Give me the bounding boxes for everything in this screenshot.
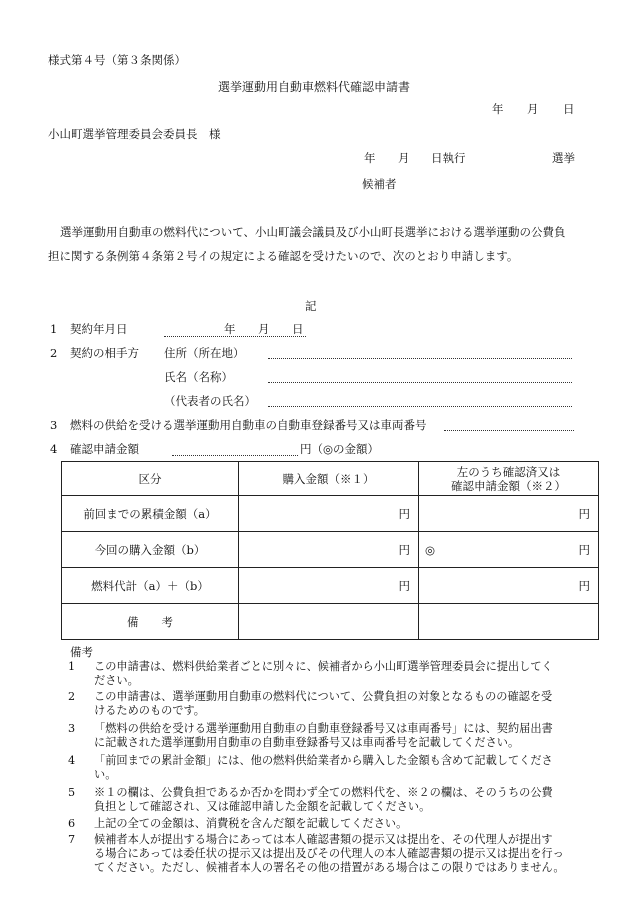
item4-label: 確認申請金額 (70, 442, 139, 456)
note-text: 「燃料の供給を受ける選挙運動用自動車の自動車登録番号又は車両番号」には、契約届出書 (94, 722, 553, 735)
item3-number: 3 (50, 418, 58, 432)
yen-unit: 円 (578, 506, 590, 521)
note-text: ※１の欄は、公費負担であるか否かを問わず全ての燃料代を、※２の欄は、そのうちの公費 (94, 786, 553, 799)
table-row (62, 496, 599, 532)
note-text: てください。ただし、候補者本人の署名その他の措置がある場合はこの限りではありません。 (94, 861, 565, 874)
note-text: 「前回までの累計金額」には、他の燃料供給業者から購入した金額も含めて記載してくださ (94, 754, 553, 767)
note-text: ださい。 (94, 674, 139, 687)
note-number: 4 (68, 754, 76, 767)
contract-date-line[interactable] (164, 336, 306, 337)
note-text: に記載された選挙運動用自動車の自動車登録番号又は車両番号を記載してください。 (94, 736, 520, 749)
item3-label: 燃料の供給を受ける選挙運動用自動車の自動車登録番号又は車両番号 (70, 418, 427, 432)
form-number: 様式第４号（第３条関係） (48, 53, 186, 67)
yen-unit: 円 (578, 578, 590, 593)
election-word: 選挙 (552, 151, 575, 165)
notes-title: 備考 (70, 645, 93, 659)
confirmed-amount-cell[interactable] (419, 568, 599, 604)
header-purchase-amount: 購入金額（※１） (239, 462, 419, 496)
document-title: 選挙運動用自動車燃料代確認申請書 (218, 80, 411, 94)
header-confirmed-amount (419, 462, 599, 496)
note-text: この申請書は、選挙運動用自動車の燃料代について、公費負担の対象となるものの確認を受 (94, 690, 553, 703)
note-item (68, 660, 553, 688)
note-item (68, 786, 553, 814)
item2-rep-label: （代表者の氏名） (164, 394, 256, 408)
note-item (68, 817, 407, 831)
note-item (68, 690, 552, 718)
item2-label: 契約の相手方 (70, 346, 139, 360)
remarks-cell[interactable] (239, 604, 419, 640)
note-text: けるためのものです。 (94, 704, 205, 717)
yen-unit: 円 (578, 542, 590, 557)
item4-number: 4 (50, 442, 58, 456)
name-line[interactable] (268, 382, 572, 383)
election-day: 日執行 (431, 151, 466, 165)
confirmed-amount-cell[interactable] (419, 496, 599, 532)
intro-line-1: 選挙運動用自動車の燃料代について、小山町議会議員及び小山町長選挙における選挙運動の公費負 (60, 225, 566, 239)
ki-heading: 記 (305, 299, 317, 313)
vehicle-number-line[interactable] (444, 430, 574, 431)
date-day: 日 (563, 102, 575, 116)
confirmed-amount-cell[interactable] (419, 532, 599, 568)
election-month: 月 (398, 151, 410, 165)
date-year: 年 (492, 102, 504, 116)
table-row (62, 604, 599, 640)
yen-unit: 円 (398, 542, 410, 557)
table-row (62, 568, 599, 604)
amount-line[interactable] (172, 455, 298, 456)
note-text: 候補者本人が提出する場合にあっては本人確認書類の提示又は提出を、その代理人が提出す (94, 833, 553, 846)
item2-name-label: 氏名（名称） (164, 370, 233, 384)
note-item (68, 722, 553, 750)
row-label: 前回までの累積金額（a） (62, 496, 239, 532)
header-confirmed-line1: 左のうち確認済又は (456, 464, 561, 479)
yen-unit: 円 (398, 578, 410, 593)
row-label: 今回の購入金額（b） (62, 532, 239, 568)
item2-address-label: 住所（所在地） (164, 346, 245, 360)
note-number: 6 (68, 817, 76, 830)
item1-year: 年 (224, 322, 236, 336)
election-year: 年 (364, 151, 376, 165)
candidate-label: 候補者 (362, 177, 397, 191)
note-text: る場合にあっては委任状の提示又は提出及びその代理人の本人確認書類の提示又は提出を行っ (94, 847, 564, 860)
note-number: 3 (68, 722, 76, 735)
remarks-cell[interactable] (419, 604, 599, 640)
item1-number: 1 (50, 322, 58, 336)
row-label: 燃料代計（a）＋（b） (62, 568, 239, 604)
item4-unit: 円（◎の金額） (300, 442, 380, 456)
item1-month: 月 (258, 322, 270, 336)
table-row (62, 532, 599, 568)
purchase-amount-cell[interactable] (239, 532, 419, 568)
addressee: 小山町選挙管理委員会委員長 様 (48, 127, 221, 141)
table-header-row (62, 462, 599, 496)
header-confirmed-line2: 確認申請金額（※２） (451, 478, 566, 493)
header-category: 区分 (62, 462, 239, 496)
intro-line-2: 担に関する条例第４条第２号イの規定による確認を受けたいので、次のとおり申請します。 (48, 249, 519, 263)
representative-line[interactable] (268, 406, 572, 407)
item1-day: 日 (292, 322, 304, 336)
note-text: この申請書は、燃料供給業者ごとに別々に、候補者から小山町選挙管理委員会に提出してく (94, 660, 553, 673)
date-month: 月 (527, 102, 539, 116)
note-item (68, 754, 553, 782)
note-text: い。 (94, 768, 117, 781)
address-line[interactable] (268, 358, 572, 359)
amount-table (61, 461, 599, 640)
item1-label: 契約年月日 (70, 322, 128, 336)
row-label: 備 考 (62, 604, 239, 640)
note-number: 2 (68, 690, 76, 703)
note-number: 7 (68, 833, 76, 846)
yen-unit: 円 (398, 506, 410, 521)
note-item (68, 833, 565, 875)
purchase-amount-cell[interactable] (239, 568, 419, 604)
item2-number: 2 (50, 346, 58, 360)
note-text: 上記の全ての金額は、消費税を含んだ額を記載してください。 (94, 817, 408, 830)
note-number: 1 (68, 660, 76, 673)
note-number: 5 (68, 786, 76, 799)
purchase-amount-cell[interactable] (239, 496, 419, 532)
note-text: 負担として確認され、又は確認申請した金額を記載してください。 (94, 800, 431, 813)
double-circle-mark: ◎ (425, 542, 436, 557)
